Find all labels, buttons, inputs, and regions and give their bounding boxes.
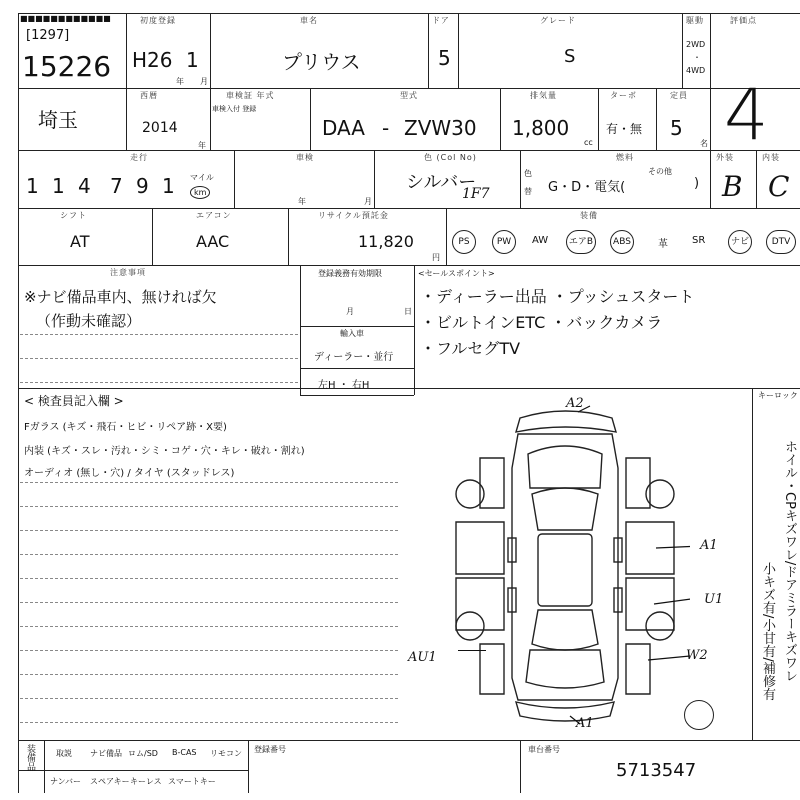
fuel-other: その他 [648, 167, 672, 176]
reg-expiry-month: 月 [346, 307, 354, 316]
equip-item: スマートキー [168, 777, 216, 786]
fuel-value: G・D・電気( [548, 180, 626, 195]
color-label: 色 (Col No) [424, 153, 477, 162]
color-side-1: 色 [524, 169, 532, 178]
mileage-digit: 1 [52, 174, 65, 198]
spare-wheel-circle [684, 700, 714, 730]
car-name-label: 車名 [300, 16, 318, 25]
mileage-digit: 1 [26, 174, 39, 198]
model-dash: - [382, 116, 390, 140]
equip-pw: PW [492, 230, 516, 254]
damage-mark-right-rear: W2 [686, 648, 708, 663]
warranty-label: 車検 [296, 153, 314, 162]
doc-header-stamp: ■■■■■■■■■■■■ [20, 14, 111, 23]
capacity-label: 定員 [670, 91, 688, 100]
fuel-close: ) [694, 176, 700, 191]
capacity-unit: 名 [700, 139, 708, 148]
model-year: 2014 [142, 120, 178, 136]
mileage-digit: 7 [110, 174, 123, 198]
sales-point-label: <セールスポイント> [418, 269, 495, 278]
turbo-value: 有・無 [606, 122, 643, 136]
inspection-label: 車検証 年式 [226, 91, 275, 100]
recycle-label: リサイクル預託金 [318, 211, 389, 220]
caution-line-2: （作動未確認） [36, 312, 142, 330]
reg-month: 1 [186, 48, 199, 72]
damage-mark-left-rear: AU1 [408, 650, 437, 665]
equip-item: 取説 [56, 749, 72, 758]
equipment-items-label: 装備品 [25, 744, 35, 771]
inspector-line-2: 内装 (キズ・スレ・汚れ・シミ・コゲ・穴・キレ・破れ・割れ) [24, 446, 305, 457]
note-rule [20, 334, 298, 335]
equipment-label: 装備 [580, 211, 598, 220]
sales-point-1: ・ディーラー出品 ・プッシュスタート [420, 287, 695, 306]
year-label: 西暦 [140, 91, 158, 100]
color-value: シルバー [406, 172, 477, 193]
equip-ps: PS [452, 230, 476, 254]
drive-dot: ・ [693, 53, 701, 62]
mileage-label: 走行 [130, 153, 148, 162]
fuel-label: 燃料 [616, 153, 634, 162]
chassis-number: 5713547 [616, 760, 697, 781]
reg-number-label: 登録番号 [254, 745, 286, 754]
damage-mark-front: A2 [566, 396, 584, 411]
ac-label: エアコン [196, 211, 232, 220]
sales-point-2: ・ビルトインETC ・バックカメラ [420, 313, 663, 332]
ac-value: AAC [196, 232, 230, 251]
inspector-line-3: オーディオ (無し・穴) / タイヤ (スタッドレス) [24, 468, 235, 479]
caution-line-1: ※ナビ備品車内、無ければ欠 [24, 288, 217, 306]
grade-value: S [564, 46, 576, 67]
reg-expiry-day: 日 [404, 307, 412, 316]
mileage-unit-km: km [190, 186, 210, 199]
model-label: 型式 [400, 91, 418, 100]
reg-expiry-label: 登録義務有効期限 [318, 269, 382, 278]
score-label: 評価点 [730, 16, 757, 25]
mileage-digit: 9 [136, 174, 149, 198]
region: 埼玉 [38, 108, 78, 132]
lot-number-large: 15226 [22, 50, 112, 83]
reg-year-suffix: 年 [176, 77, 184, 86]
first-reg-label: 初度登録 [140, 16, 176, 25]
equip-sr: SR [692, 235, 706, 246]
drive-2wd: 2WD [686, 40, 706, 49]
drive-label: 駆動 [686, 16, 704, 25]
score-value: 4 [724, 74, 769, 156]
note-rule [20, 358, 298, 359]
turbo-label: ターボ [610, 91, 637, 100]
chassis-label: 車台番号 [528, 745, 560, 754]
equip-item: キーレス [130, 777, 162, 786]
inspector-line-1: Fガラス (キズ・飛石・ヒビ・リペア跡・X要) [24, 422, 227, 433]
equip-item: リモコン [210, 749, 242, 758]
damage-mark-right-front: A1 [700, 538, 718, 553]
damage-mark-rear: A1 [576, 716, 594, 731]
sales-point-3: ・フルセグTV [420, 339, 521, 358]
exterior-grade: B [722, 170, 743, 203]
displacement-label: 排気量 [530, 91, 557, 100]
equip-navi: ナビ [728, 230, 752, 254]
left-rear-pointer [458, 650, 486, 651]
drive-4wd: 4WD [686, 66, 706, 75]
equip-item: ロム/SD [128, 749, 158, 758]
grade-label: グレード [540, 16, 576, 25]
steering-side: 左H ・ 右H [318, 380, 370, 391]
equip-airbag: エアB [566, 230, 596, 254]
reg-era: H26 [132, 48, 173, 72]
equip-item: ナビ備品 [90, 749, 122, 758]
equip-dtv: DTV [766, 230, 796, 254]
doors-label: ドア [432, 16, 450, 25]
exterior-label: 外装 [716, 153, 734, 162]
key-lock-label: キーロック [758, 391, 798, 400]
reg-month-suffix: 月 [200, 77, 208, 86]
interior-label: 内装 [762, 153, 780, 162]
equip-item: スペアキー [90, 777, 130, 786]
color-side-2: 替 [524, 187, 532, 196]
mileage-unit-mile: マイル [190, 173, 214, 182]
vertical-note-2: 小キズ有/小甘有/補修有 [760, 562, 775, 701]
note-rule [20, 382, 298, 383]
mileage-digit: 4 [78, 174, 91, 198]
mileage-digit: 1 [162, 174, 175, 198]
car-name: プリウス [282, 50, 361, 74]
dealer-parallel: ディーラー・並行 [314, 352, 394, 363]
equip-abs: ABS [610, 230, 634, 254]
recycle-fee: 11,820 [358, 232, 414, 251]
caution-label: 注意事項 [110, 268, 146, 277]
doors-value: 5 [438, 46, 451, 70]
displacement-unit: cc [584, 138, 593, 147]
recycle-unit: 円 [432, 253, 440, 262]
model-prefix: DAA [322, 116, 365, 140]
model-code: ZVW30 [404, 116, 477, 140]
interior-grade: C [768, 170, 790, 203]
equip-leather: 革 [658, 239, 668, 250]
inspection-note: 車検入付 登録 [212, 105, 257, 113]
car-damage-diagram [440, 398, 690, 738]
shift-value: AT [70, 232, 90, 251]
shift-label: シフト [60, 211, 87, 220]
displacement: 1,800 [512, 116, 570, 140]
capacity-value: 5 [670, 116, 683, 140]
year-suffix: 年 [198, 141, 206, 150]
color-code: 1F7 [462, 186, 490, 202]
equip-aw: AW [532, 235, 549, 246]
vertical-note-1: ホイル・CPキズワレ/ドアミラーキズワレ [782, 440, 797, 683]
inspector-label: < 検査員記入欄 > [24, 394, 124, 408]
equip-item: ナンバー [50, 777, 82, 786]
lot-number: [1297] [26, 28, 70, 43]
insp-month-suffix: 月 [364, 197, 372, 206]
import-label: 輸入車 [340, 329, 364, 338]
damage-mark-right-mid: U1 [704, 592, 724, 607]
equip-item: B-CAS [172, 748, 197, 757]
insp-year-suffix: 年 [298, 197, 306, 206]
